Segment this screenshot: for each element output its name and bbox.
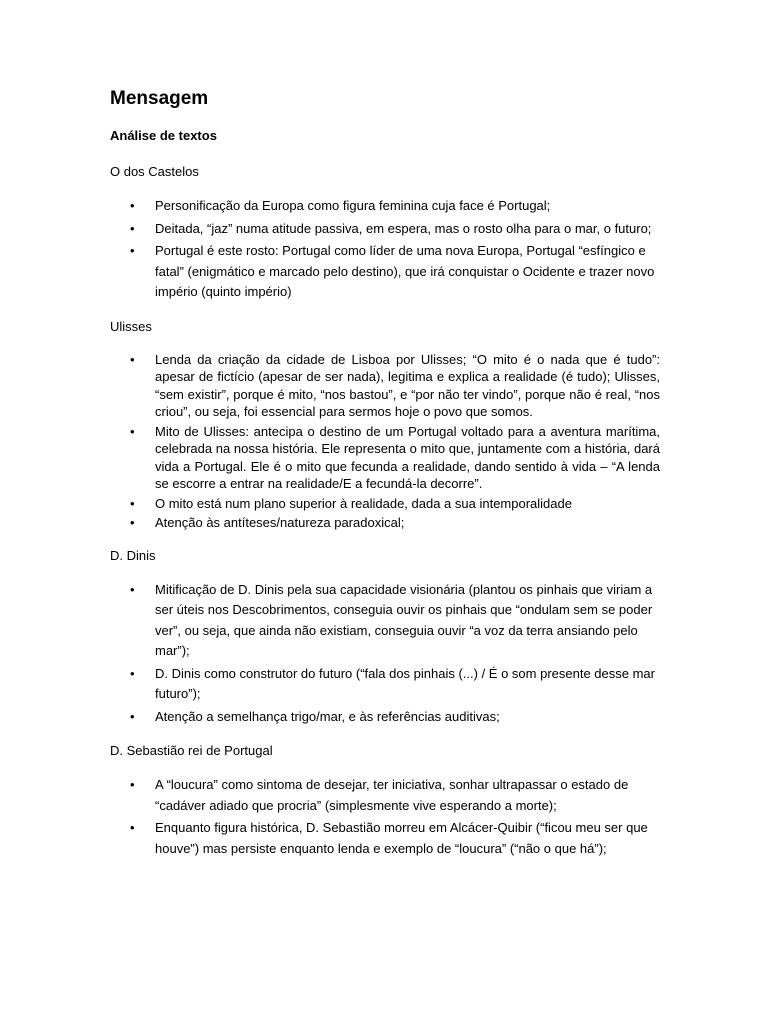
list-item: [110, 423, 660, 493]
bullet-icon: •: [130, 581, 135, 597]
list-item-text: Deitada, “jaz” numa atitude passiva, em espera, mas o rosto olha para o mar, o futuro;: [155, 220, 652, 236]
list-item-text: Mito de Ulisses: antecipa o destino de um Portugal voltado para a aventura marítima, celebrada na nossa história. Ele representa o mito que, juntamente com a história, dará vida a Portugal. Ele é o mito que fecunda a realidade, dando sentido à vida – “A lenda se escorre a entrar na realidade/E a fecundá-la decorre”.: [155, 423, 660, 491]
bullet-list-d-dinis: [110, 580, 660, 728]
list-item-text: D. Dinis como construtor do futuro (“fala dos pinhais (...) / É o som presente desse mar futuro”);: [155, 665, 655, 701]
list-item: [110, 707, 660, 728]
bullet-icon: •: [130, 820, 135, 835]
list-item-text: A “loucura” como sintoma de desejar, ter iniciativa, sonhar ultrapassar o estado de “cadáver adiado que procria” (simplesmente vive esperando a morte);: [155, 777, 629, 813]
section-heading-d-dinis: D. Dinis: [110, 547, 156, 563]
list-item-text: Portugal é este rosto: Portugal como líder de uma nova Europa, Portugal “esfíngico e fatal” (enigmático e marcado pelo destino), que irá conquistar o Ocidente e trazer novo império (quinto império): [155, 243, 655, 299]
bullet-list-d-sebastiao: [110, 775, 660, 859]
section-heading-d-sebastiao: D. Sebastião rei de Portugal: [110, 743, 273, 758]
list-item: [110, 664, 660, 705]
list-item-text: Atenção às antíteses/natureza paradoxical;: [155, 515, 405, 530]
bullet-icon: •: [130, 665, 135, 681]
list-item: [110, 351, 660, 421]
bullet-icon: •: [130, 777, 135, 792]
bullet-icon: •: [130, 495, 135, 511]
bullet-icon: •: [130, 423, 135, 439]
list-item: [110, 196, 660, 217]
list-item: [110, 818, 660, 859]
list-item: [110, 219, 660, 240]
section-heading-ulisses: Ulisses: [110, 318, 152, 334]
bullet-icon: •: [130, 243, 135, 258]
bullet-list-ulisses: [110, 351, 660, 532]
bullet-icon: •: [130, 515, 135, 530]
list-item-text: Enquanto figura histórica, D. Sebastião morreu em Alcácer-Quibir (“ficou meu ser que houve”) mas persiste enquanto lenda e exemplo de “loucura” (“não o que há”);: [155, 820, 648, 856]
page-title: Mensagem: [110, 88, 209, 109]
list-item: [110, 775, 660, 816]
list-item-text: Mitificação de D. Dinis pela sua capacidade visionária (plantou os pinhais que viriam a ser úteis nos Descobrimentos, conseguia ouvir os pinhais que “ondulam sem se poder ver”, ou seja, que ainda não existiam, conseguia ouvir “a voz da terra ansiando pelo mar”);: [155, 581, 653, 658]
list-item-text: Personificação da Europa como figura feminina cuja face é Portugal;: [155, 198, 551, 213]
bullet-icon: •: [130, 220, 135, 236]
list-item-text: O mito está num plano superior à realidade, dada a sua intemporalidade: [155, 495, 572, 511]
bullet-icon: •: [130, 198, 135, 213]
bullet-icon: •: [130, 708, 135, 724]
list-item-text: Lenda da criação da cidade de Lisboa por Ulisses; “O mito é o nada que é tudo”: apesar de fictício (apesar de ser nada), legitima e explica a realidade (é tudo); Ulisses, “sem existir”, porque é mito, “nos bastou”, e “por não ter vindo”, porque não é real, “nos criou”, ou seja, foi essencial para sermos hoje o povo que somos.: [155, 351, 660, 419]
section-heading-o-dos-castelos: O dos Castelos: [110, 164, 199, 179]
list-item: [110, 580, 660, 662]
list-item: [110, 514, 660, 532]
page-subtitle: Análise de textos: [110, 128, 217, 143]
list-item-text: Atenção a semelhança trigo/mar, e às referências auditivas;: [155, 708, 500, 724]
bullet-icon: •: [130, 351, 135, 367]
list-item: [110, 495, 660, 513]
bullet-list-o-dos-castelos: [110, 196, 660, 303]
list-item: [110, 241, 660, 303]
document-page: [110, 86, 660, 873]
